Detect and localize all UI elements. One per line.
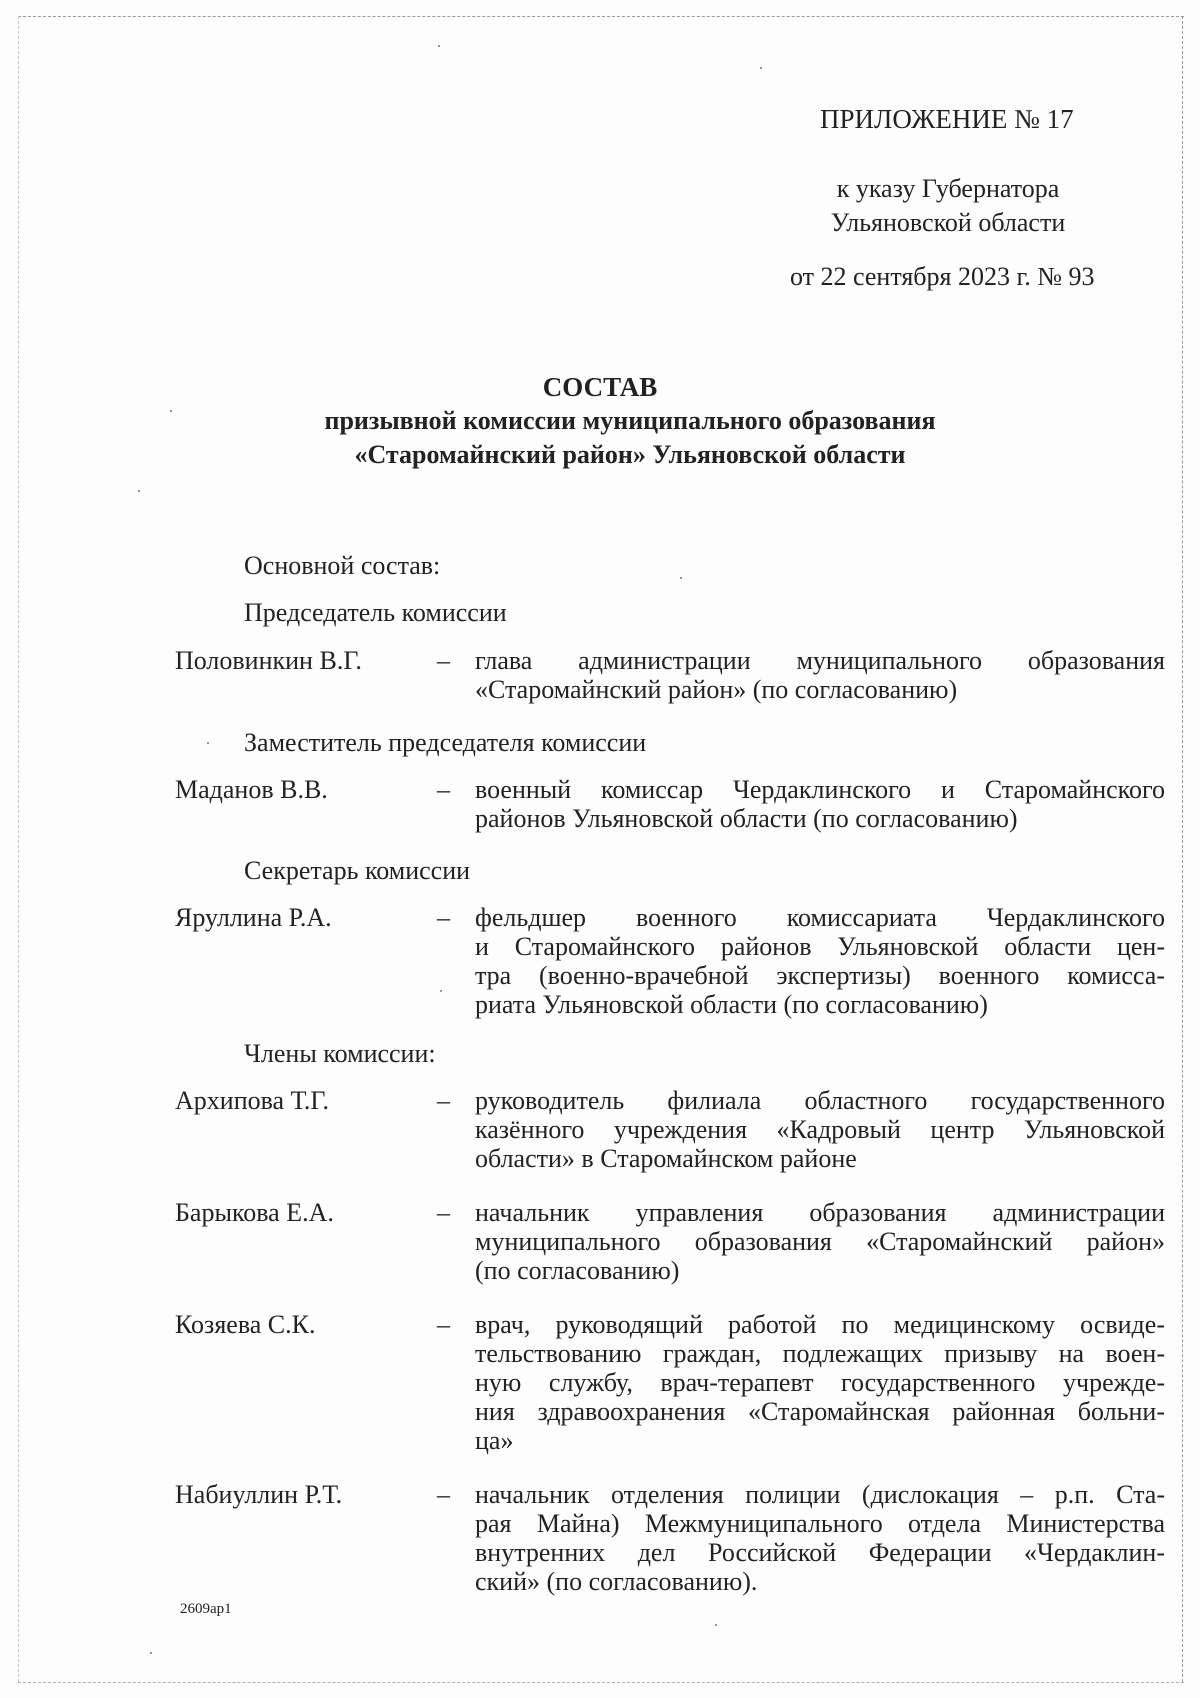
document-subtitle	[250, 404, 1010, 472]
scan-speck	[150, 1652, 152, 1654]
position-line: фельдшер военного комиссариата Чердаклинского	[475, 903, 1165, 932]
person-position	[475, 1198, 1165, 1285]
position-line: риата Ульяновской области (по согласованию)	[475, 990, 988, 1019]
dash-separator: –	[437, 1480, 450, 1509]
document-title: СОСТАВ	[542, 372, 658, 402]
position-line: внутренних дел Российской Федерации «Чердаклин-	[475, 1538, 1165, 1567]
scan-edge-left	[18, 16, 19, 1682]
person-position	[475, 646, 1165, 704]
position-line: рая Майна) Межмуниципального отдела Министерства	[475, 1509, 1165, 1538]
person-name: Архипова Т.Г.	[175, 1086, 329, 1115]
scan-speck	[440, 990, 442, 992]
decree-date: от 22 сентября 2023 г. № 93	[790, 262, 1095, 291]
person-name: Яруллина Р.А.	[175, 903, 332, 932]
position-line: ную службу, врач-терапевт государственного учрежде-	[475, 1368, 1165, 1397]
scan-speck	[760, 67, 762, 69]
subtitle-line-2: «Старомайнский район» Ульяновской области	[354, 440, 906, 469]
section-deputy: Заместитель председателя комиссии	[244, 728, 647, 757]
position-line: муниципального образования «Старомайнский район»	[475, 1227, 1165, 1256]
scan-edge-bottom	[18, 1682, 1184, 1683]
scan-speck	[715, 1624, 717, 1626]
person-name: Набиуллин Р.Т.	[175, 1480, 343, 1509]
person-position	[475, 1480, 1165, 1596]
scan-edge-top	[18, 16, 1184, 17]
position-line: ца»	[475, 1426, 514, 1455]
position-line: районов Ульяновской области (по согласованию)	[475, 804, 1018, 833]
subtitle-line-1: призывной комиссии муниципального образования	[324, 406, 936, 435]
section-chairman: Председатель комиссии	[244, 598, 507, 627]
decree-line-1: к указу Губернатора	[836, 174, 1060, 203]
section-main-composition: Основной состав:	[244, 551, 441, 580]
appendix-number: ПРИЛОЖЕНИЕ № 17	[820, 104, 1074, 134]
position-line: «Старомайнский район» (по согласованию)	[475, 675, 958, 704]
dash-separator: –	[437, 1198, 450, 1227]
position-line: ния здравоохранения «Старомайнская районная больни-	[475, 1397, 1165, 1426]
scan-speck	[138, 490, 140, 492]
position-line: ский» (по согласованию).	[475, 1567, 758, 1596]
scan-speck	[680, 577, 682, 579]
scan-speck	[170, 410, 172, 412]
scan-speck	[207, 742, 209, 744]
person-position	[475, 775, 1165, 833]
position-line: начальник управления образования администрации	[475, 1198, 1165, 1227]
position-line: области» в Старомайнском районе	[475, 1144, 857, 1173]
dash-separator: –	[437, 775, 450, 804]
position-line: военный комиссар Чердаклинского и Старомайнского	[475, 775, 1165, 804]
position-line: начальник отделения полиции (дислокация – р.п. Ста-	[475, 1480, 1165, 1509]
person-name: Козяева С.К.	[175, 1310, 316, 1339]
decree-reference	[798, 172, 1098, 240]
position-line: казённого учреждения «Кадровый центр Ульяновской	[475, 1115, 1165, 1144]
dash-separator: –	[437, 1310, 450, 1339]
person-name: Маданов В.В.	[175, 775, 328, 804]
position-line: руководитель филиала областного государственного	[475, 1086, 1165, 1115]
dash-separator: –	[437, 903, 450, 932]
person-position	[475, 1310, 1165, 1455]
scan-speck	[438, 45, 440, 47]
position-line: и Старомайнского районов Ульяновской области цен-	[475, 932, 1165, 961]
scan-edge-right	[1182, 16, 1183, 1682]
position-line: тра (военно-врачебной экспертизы) военного комисса-	[475, 961, 1165, 990]
dash-separator: –	[437, 646, 450, 675]
person-name: Барыкова Е.А.	[175, 1198, 334, 1227]
person-position	[475, 1086, 1165, 1173]
document-code: 2609ар1	[180, 1601, 232, 1617]
decree-line-2: Ульяновской области	[830, 208, 1066, 237]
person-name: Половинкин В.Г.	[175, 646, 362, 675]
position-line: врач, руководящий работой по медицинскому освиде-	[475, 1310, 1165, 1339]
section-secretary: Секретарь комиссии	[244, 856, 471, 885]
position-line: (по согласованию)	[475, 1256, 680, 1285]
position-line: тельствованию граждан, подлежащих призыву на воен-	[475, 1339, 1165, 1368]
position-line: глава администрации муниципального образования	[475, 646, 1165, 675]
person-position	[475, 903, 1165, 1019]
section-members: Члены комиссии:	[244, 1039, 436, 1068]
dash-separator: –	[437, 1086, 450, 1115]
